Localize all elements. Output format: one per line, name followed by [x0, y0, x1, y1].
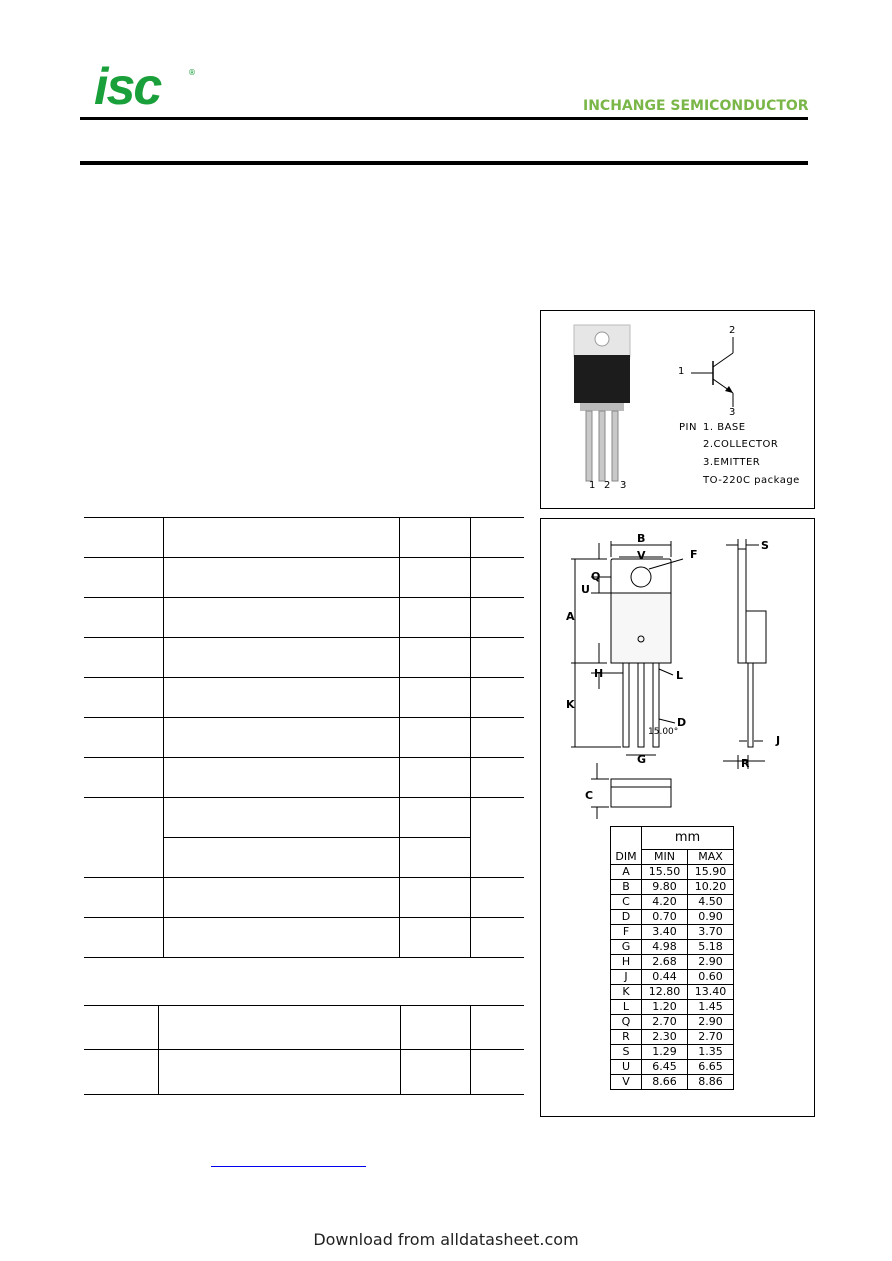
dim-label-d: D — [677, 716, 687, 729]
dim-max-cell: 1.45 — [688, 1000, 734, 1015]
dim-min-cell: 2.30 — [642, 1030, 688, 1045]
dim-max-cell: 8.86 — [688, 1075, 734, 1090]
pin-3-label: 3.EMITTER — [703, 457, 761, 468]
dimension-row — [611, 895, 734, 910]
dim-label-h: H — [594, 667, 604, 680]
dim-min-cell: 15.50 — [642, 865, 688, 880]
dimension-row — [611, 1045, 734, 1060]
dim-max-cell: 3.70 — [688, 925, 734, 940]
dim-max-cell: 5.18 — [688, 940, 734, 955]
dimension-row — [611, 1015, 734, 1030]
dim-max-cell: 0.60 — [688, 970, 734, 985]
unit-header: mm — [642, 827, 734, 850]
dim-header: DIM — [615, 850, 637, 863]
dim-name-cell: A — [611, 865, 642, 880]
symbol-label-2: 2 — [729, 325, 736, 336]
dimension-row — [611, 1030, 734, 1045]
dim-min-cell: 12.80 — [642, 985, 688, 1000]
dim-label-f: F — [690, 548, 698, 561]
dim-min-cell: 6.45 — [642, 1060, 688, 1075]
pin-1-label: 1. BASE — [703, 422, 746, 433]
dim-min-cell: 1.20 — [642, 1000, 688, 1015]
dim-label-b: B — [637, 532, 646, 545]
dim-name-cell: H — [611, 955, 642, 970]
dimension-row — [611, 925, 734, 940]
dimension-row — [611, 940, 734, 955]
company-logo: isc — [94, 58, 161, 116]
dim-min-cell: 2.70 — [642, 1015, 688, 1030]
dim-name-cell: S — [611, 1045, 642, 1060]
dim-min-cell: 3.40 — [642, 925, 688, 940]
dim-max-cell: 2.90 — [688, 955, 734, 970]
dim-min-cell: 4.20 — [642, 895, 688, 910]
pin-title: PIN — [679, 422, 697, 433]
dim-min-cell: 0.70 — [642, 910, 688, 925]
npn-symbol — [689, 333, 739, 413]
dimension-row — [611, 910, 734, 925]
dim-label-a: A — [566, 610, 575, 623]
dim-name-cell: R — [611, 1030, 642, 1045]
dim-label-c: C — [585, 789, 594, 802]
transistor-photo — [571, 323, 639, 483]
dim-min-cell: 0.44 — [642, 970, 688, 985]
dim-name-cell: B — [611, 880, 642, 895]
symbol-label-3: 3 — [729, 407, 736, 418]
dim-max-cell: 13.40 — [688, 985, 734, 1000]
dim-max-cell: 2.90 — [688, 1015, 734, 1030]
dim-label-angle: 15.00° — [648, 727, 679, 737]
registered-mark: ® — [188, 68, 196, 77]
website-link[interactable] — [211, 1152, 366, 1167]
dim-name-cell: C — [611, 895, 642, 910]
dim-name-cell: F — [611, 925, 642, 940]
dim-header-cell — [611, 827, 642, 865]
package-label: TO-220C package — [703, 475, 800, 486]
photo-pin-2: 2 — [604, 480, 611, 491]
dim-label-q: Q — [591, 570, 601, 583]
dim-label-r: R — [741, 757, 750, 770]
dimension-row — [611, 985, 734, 1000]
symbol-label-1: 1 — [678, 366, 685, 377]
dim-min-cell: 9.80 — [642, 880, 688, 895]
dim-max-cell: 15.90 — [688, 865, 734, 880]
photo-pin-1: 1 — [589, 480, 596, 491]
dim-name-cell: D — [611, 910, 642, 925]
dim-label-u: U — [581, 583, 590, 596]
max-header: MAX — [688, 850, 734, 865]
dim-max-cell: 2.70 — [688, 1030, 734, 1045]
dim-min-cell: 1.29 — [642, 1045, 688, 1060]
dim-name-cell: V — [611, 1075, 642, 1090]
dim-label-s: S — [761, 539, 769, 552]
dimension-row — [611, 970, 734, 985]
dim-name-cell: K — [611, 985, 642, 1000]
dim-min-cell: 4.98 — [642, 940, 688, 955]
dim-name-cell: Q — [611, 1015, 642, 1030]
dimensions-table — [610, 826, 734, 1090]
dim-name-cell: G — [611, 940, 642, 955]
dimension-row — [611, 880, 734, 895]
dim-name-cell: L — [611, 1000, 642, 1015]
dim-label-j: J — [776, 734, 781, 747]
dim-label-k: K — [566, 698, 575, 711]
dim-name-cell: U — [611, 1060, 642, 1075]
dimension-row — [611, 1075, 734, 1090]
dim-min-cell: 8.66 — [642, 1075, 688, 1090]
dim-max-cell: 0.90 — [688, 910, 734, 925]
dim-max-cell: 10.20 — [688, 880, 734, 895]
header-rule — [80, 117, 808, 120]
dim-label-g: G — [637, 753, 647, 766]
company-name: INCHANGE SEMICONDUCTOR — [583, 98, 809, 114]
photo-pin-3: 3 — [620, 480, 627, 491]
min-header: MIN — [642, 850, 688, 865]
dim-max-cell: 6.65 — [688, 1060, 734, 1075]
title-rule — [80, 161, 808, 165]
pin-configuration-box — [540, 310, 815, 509]
pin-2-label: 2.COLLECTOR — [703, 439, 779, 450]
download-footer: Download from alldatasheet.com — [313, 1230, 579, 1249]
dimension-row — [611, 865, 734, 880]
dim-max-cell: 1.35 — [688, 1045, 734, 1060]
dimension-row — [611, 1060, 734, 1075]
dim-min-cell: 2.68 — [642, 955, 688, 970]
dimension-row — [611, 955, 734, 970]
dim-label-v: V — [637, 549, 646, 562]
dim-name-cell: J — [611, 970, 642, 985]
dim-label-l: L — [676, 669, 684, 682]
dimension-row — [611, 1000, 734, 1015]
dim-max-cell: 4.50 — [688, 895, 734, 910]
